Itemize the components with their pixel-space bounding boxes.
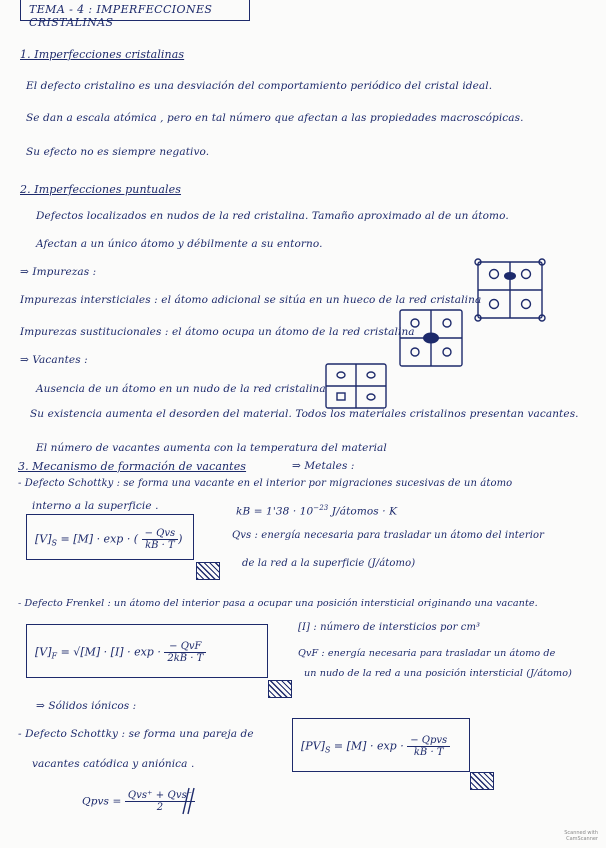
ionicos-formula-box bbox=[292, 718, 470, 772]
section1-heading: 1. Imperfecciones cristalinas bbox=[20, 48, 185, 61]
frenkel-fraction bbox=[164, 641, 206, 664]
substitutional-lattice-diagram bbox=[396, 306, 466, 370]
qpvs-num: Qvs⁺ + Qvs⁻ bbox=[125, 790, 195, 802]
schottky-den: kB · T bbox=[145, 540, 175, 551]
schottky-line-2: interno a la superficie . bbox=[32, 500, 159, 512]
vacantes-line-2: Su existencia aumenta el desorden del material. Todos los materiales cristalinos presentan vacantes. bbox=[30, 408, 579, 420]
qvs-definition-2: de la red a la superficie (J/átomo) bbox=[242, 558, 416, 569]
frenkel-line-1: - Defecto Frenkel : un átomo del interior pasa a ocupar una posición intersticial originando una vacante. bbox=[18, 598, 538, 609]
qpvs-den: 2 bbox=[156, 802, 164, 813]
interstitial-lattice-diagram bbox=[472, 258, 548, 322]
frenkel-lhs: [V] bbox=[35, 645, 52, 659]
vacantes-line-3: El número de vacantes aumenta con la temperatura del material bbox=[36, 442, 387, 454]
section1-line-1: El defecto cristalino es una desviación del comportamiento periódico del cristal ideal. bbox=[26, 80, 493, 92]
impurezas-label: ⇒ Impurezas : bbox=[20, 266, 97, 278]
intersticios-definition: [I] : número de intersticios por cm³ bbox=[298, 622, 481, 633]
metales-label: ⇒ Metales : bbox=[292, 460, 355, 472]
qvf-definition-2: un nudo de la red a una posición intersticial (J/átomo) bbox=[304, 668, 572, 679]
schottky-line-1: - Defecto Schottky : se forma una vacante en el interior por migraciones sucesivas de un átomo bbox=[18, 478, 513, 489]
schottky-close: ) bbox=[178, 532, 183, 546]
ionicos-mid: = [M] · exp · bbox=[330, 739, 404, 753]
frenkel-lhs-sub: F bbox=[51, 651, 58, 661]
ionicos-line-2: vacantes catódica y aniónica . bbox=[32, 758, 195, 770]
ionicos-line-1: - Defecto Schottky : se forma una pareja de bbox=[18, 728, 254, 740]
ionicos-den: kB · T bbox=[413, 747, 444, 758]
schottky-lhs-sub: S bbox=[51, 538, 58, 548]
section2-line-2: Afectan a un único átomo y débilmente a su entorno. bbox=[36, 238, 323, 250]
ionicos-fraction bbox=[407, 735, 450, 758]
title-box bbox=[20, 0, 250, 29]
schottky-formula-box bbox=[26, 514, 194, 560]
schottky-lhs: [V] bbox=[35, 532, 52, 546]
section1-line-2: Se dan a escala atómica , pero en tal número que afectan a las propiedades macroscópicas. bbox=[26, 112, 524, 124]
schottky-mid: = [M] · exp · ( bbox=[57, 532, 139, 546]
page-title: TEMA - 4 : IMPERFECCIONES CRISTALINAS bbox=[29, 3, 213, 29]
kb-constant bbox=[236, 504, 397, 518]
ionicos-lhs: [PV] bbox=[301, 739, 325, 753]
section3-heading: 3. Mecanismo de formación de vacantes bbox=[18, 460, 247, 473]
ionicos-lhs-sub: S bbox=[324, 745, 331, 755]
schottky-num: − Qvs bbox=[142, 528, 179, 540]
frenkel-hatched-corner bbox=[268, 680, 292, 698]
ionicos-label: ⇒ Sólidos iónicos : bbox=[36, 700, 137, 712]
ionicos-num: − Qpvs bbox=[407, 735, 450, 747]
frenkel-num: − QvF bbox=[164, 641, 206, 653]
qpvs-end-marks bbox=[180, 786, 196, 816]
section2-heading: 2. Imperfecciones puntuales bbox=[20, 183, 182, 196]
kb-value: kB = 1'38 · 10 bbox=[236, 505, 314, 518]
impurezas-intersticiales: Impurezas intersticiales : el átomo adicional se sitúa en un hueco de la red cristalina bbox=[20, 294, 482, 306]
vacantes-line-1: Ausencia de un átomo en un nudo de la red cristalina bbox=[36, 383, 326, 395]
impurezas-sustitucionales: Impurezas sustitucionales : el átomo ocupa un átomo de la red cristalina bbox=[20, 326, 415, 338]
qpvs-expression bbox=[82, 790, 195, 813]
ionicos-hatched-corner bbox=[470, 772, 494, 790]
qvf-definition-1: QvF : energía necesaria para trasladar un átomo de bbox=[298, 648, 556, 659]
section1-line-3: Su efecto no es siempre negativo. bbox=[26, 146, 210, 158]
watermark-line-2: CamScanner bbox=[566, 836, 598, 842]
section2-line-1: Defectos localizados en nudos de la red cristalina. Tamaño aproximado al de un átomo. bbox=[36, 210, 509, 222]
watermark-line-1: Scanned with bbox=[564, 830, 598, 836]
scanner-watermark bbox=[564, 830, 598, 842]
qpvs-lhs: Qpvs = bbox=[82, 795, 122, 808]
kb-exponent: −23 bbox=[313, 504, 329, 512]
vacancy-lattice-diagram bbox=[322, 360, 390, 412]
frenkel-mid: = √[M] · [I] · exp · bbox=[57, 645, 161, 659]
frenkel-den: 2kB · T bbox=[167, 653, 204, 664]
qvs-definition-1: Qvs : energía necesaria para trasladar un átomo del interior bbox=[232, 530, 545, 541]
schottky-hatched-corner bbox=[196, 562, 220, 580]
vacantes-label: ⇒ Vacantes : bbox=[20, 354, 88, 366]
frenkel-formula-box bbox=[26, 624, 268, 678]
schottky-fraction bbox=[142, 528, 179, 551]
kb-unit: J/átomos · K bbox=[328, 505, 398, 518]
